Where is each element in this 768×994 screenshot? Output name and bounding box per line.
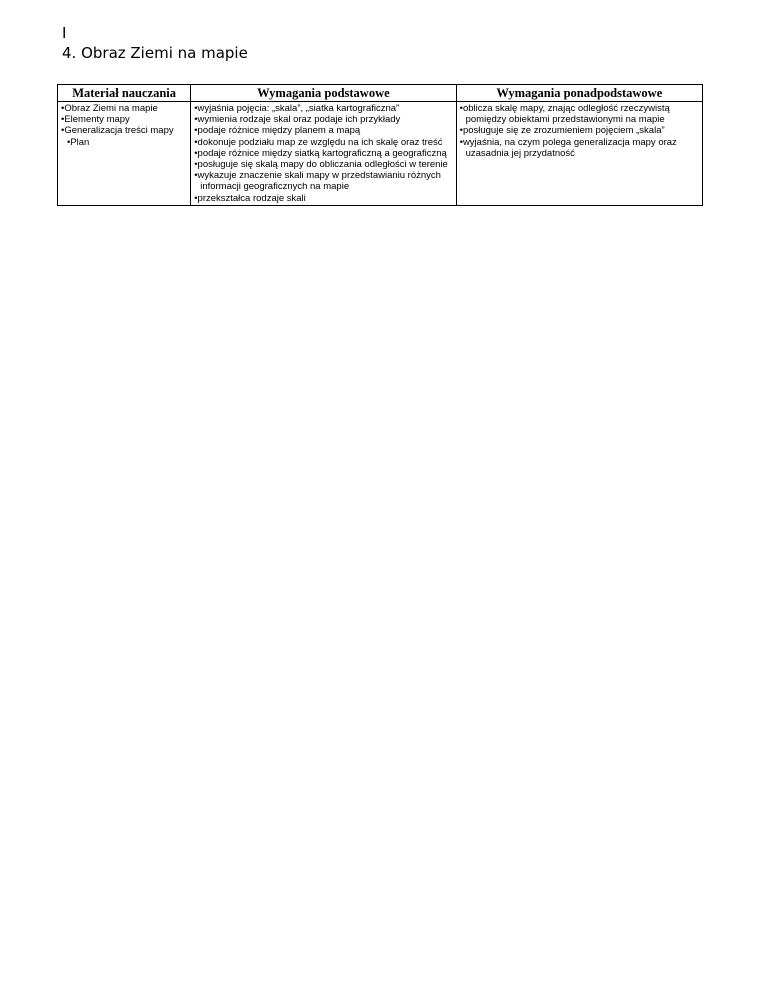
list-item: • dokonuje podziału map ze względu na ich skalę oraz treść	[194, 137, 452, 148]
advanced-requirements-cell	[456, 102, 702, 206]
list-item: • Plan	[61, 137, 187, 148]
advanced-requirements-list	[460, 103, 699, 159]
table-row	[58, 102, 703, 206]
column-header-basic: Wymagania podstawowe	[191, 85, 456, 102]
list-item: • wyjaśnia, na czym polega generalizacja mapy oraz uzasadnia jej przydatność	[460, 137, 699, 159]
list-item: • przekształca rodzaje skali	[194, 193, 452, 204]
list-item: • Generalizacja treści mapy	[61, 125, 187, 136]
list-item: • posługuje się skalą mapy do obliczania odległości w terenie	[194, 159, 452, 170]
table-header-row	[58, 85, 703, 102]
section-title: 4. Obraz Ziemi na mapie	[62, 44, 248, 62]
section-roman-numeral: I	[62, 24, 67, 42]
list-item: • podaje różnice między planem a mapą	[194, 125, 452, 136]
list-item: • podaje różnice między siatką kartograficzną a geograficzną	[194, 148, 452, 159]
material-cell	[58, 102, 191, 206]
list-item: • wymienia rodzaje skal oraz podaje ich przykłady	[194, 114, 452, 125]
column-header-material: Materiał nauczania	[58, 85, 191, 102]
material-list	[61, 103, 187, 148]
list-item: • wyjaśnia pojęcia: „skala”, „siatka kartograficzna”	[194, 103, 452, 114]
requirements-table	[57, 84, 703, 206]
basic-requirements-list	[194, 103, 452, 204]
list-item: • Elementy mapy	[61, 114, 187, 125]
column-header-advanced: Wymagania ponadpodstawowe	[456, 85, 702, 102]
list-item: • oblicza skalę mapy, znając odległość rzeczywistą pomiędzy obiektami przedstawionymi na mapie	[460, 103, 699, 125]
list-item: • wykazuje znaczenie skali mapy w przedstawianiu różnych informacji geograficznych na mapie	[194, 170, 452, 192]
basic-requirements-cell	[191, 102, 456, 206]
list-item: • Obraz Ziemi na mapie	[61, 103, 187, 114]
list-item: • posługuje się ze zrozumieniem pojęciem „skala”	[460, 125, 699, 136]
